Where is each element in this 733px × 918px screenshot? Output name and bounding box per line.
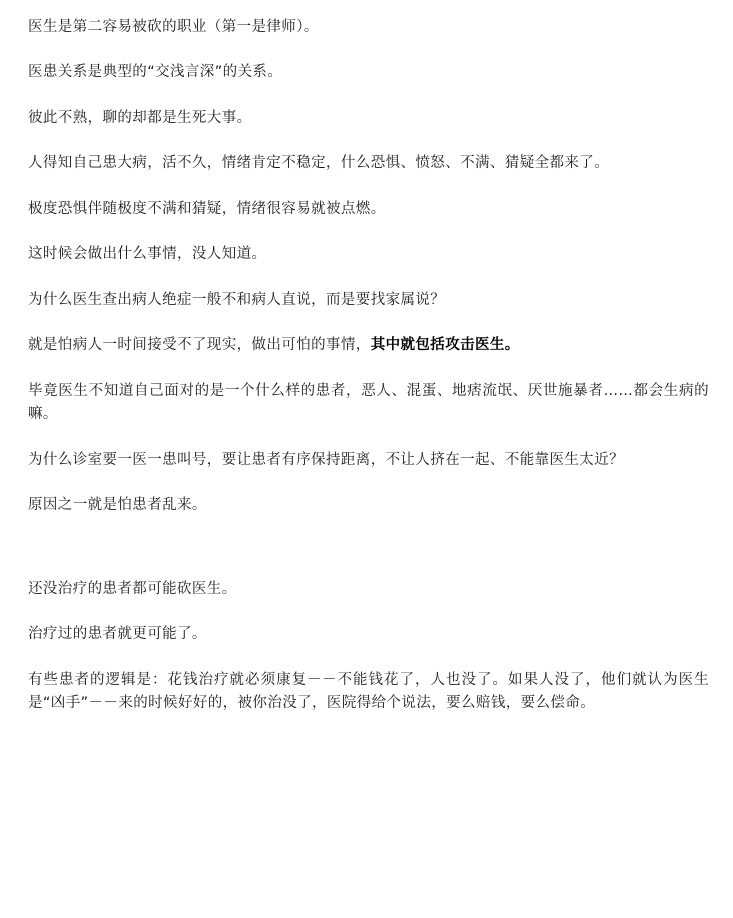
paragraph-text: 医生是第二容易被砍的职业（第一是律师）。 bbox=[28, 19, 319, 35]
paragraph bbox=[28, 449, 709, 472]
paragraph bbox=[28, 380, 709, 427]
paragraph bbox=[28, 578, 709, 601]
paragraph-text: 就是怕病人一时间接受不了现实，做出可怕的事情， bbox=[28, 337, 371, 354]
paragraph bbox=[28, 107, 709, 130]
paragraph-text: 原因之一就是怕患者乱来。 bbox=[28, 497, 207, 514]
paragraph bbox=[28, 494, 709, 517]
paragraph bbox=[28, 152, 709, 175]
paragraph-text: 为什么医生查出病人绝症一般不和病人直说，而是要找家属说？ bbox=[28, 291, 446, 308]
paragraph-emphasis: 其中就包括攻击医生。 bbox=[370, 337, 520, 354]
paragraph-text: 治疗过的患者就更可能了。 bbox=[28, 626, 207, 643]
paragraph-text: 有些患者的逻辑是：花钱治疗就必须康复－－不能钱花了，人也没了。如果人没了，他们就认为医生是“凶手”－－来的时候好好的，被你治没了，医院得给个说法，要么赔钱，要么偿命。 bbox=[28, 671, 709, 712]
paragraph-text: 这时候会做出什么事情，没人知道。 bbox=[28, 246, 267, 263]
paragraph-text: 为什么诊室要一医一患叫号，要让患者有序保持距离，不让人挤在一起、不能靠医生太近？ bbox=[28, 451, 624, 468]
paragraph-text: 人得知自己患大病，活不久，情绪肯定不稳定，什么恐惧、愤怒、不满、猜疑全都来了。 bbox=[28, 155, 610, 172]
paragraph-text: 毕竟医生不知道自己面对的是一个什么样的患者，恶人、混蛋、地痞流氓、厌世施暴者……都会生病的嘛。 bbox=[28, 382, 709, 423]
paragraph bbox=[28, 16, 709, 39]
paragraph bbox=[28, 243, 709, 266]
paragraph bbox=[28, 623, 709, 646]
paragraph-text: 极度恐惧伴随极度不满和猜疑，情绪很容易就被点燃。 bbox=[28, 200, 386, 217]
paragraph-text: 医患关系是典型的“交浅言深”的关系。 bbox=[28, 64, 283, 81]
paragraph-text: 还没治疗的患者都可能砍医生。 bbox=[28, 580, 237, 597]
paragraph bbox=[28, 289, 709, 312]
paragraph bbox=[28, 669, 709, 716]
paragraph-text: 彼此不熟，聊的却都是生死大事。 bbox=[28, 109, 252, 126]
paragraph bbox=[28, 61, 709, 84]
paragraph bbox=[28, 198, 709, 221]
paragraph bbox=[28, 334, 709, 357]
